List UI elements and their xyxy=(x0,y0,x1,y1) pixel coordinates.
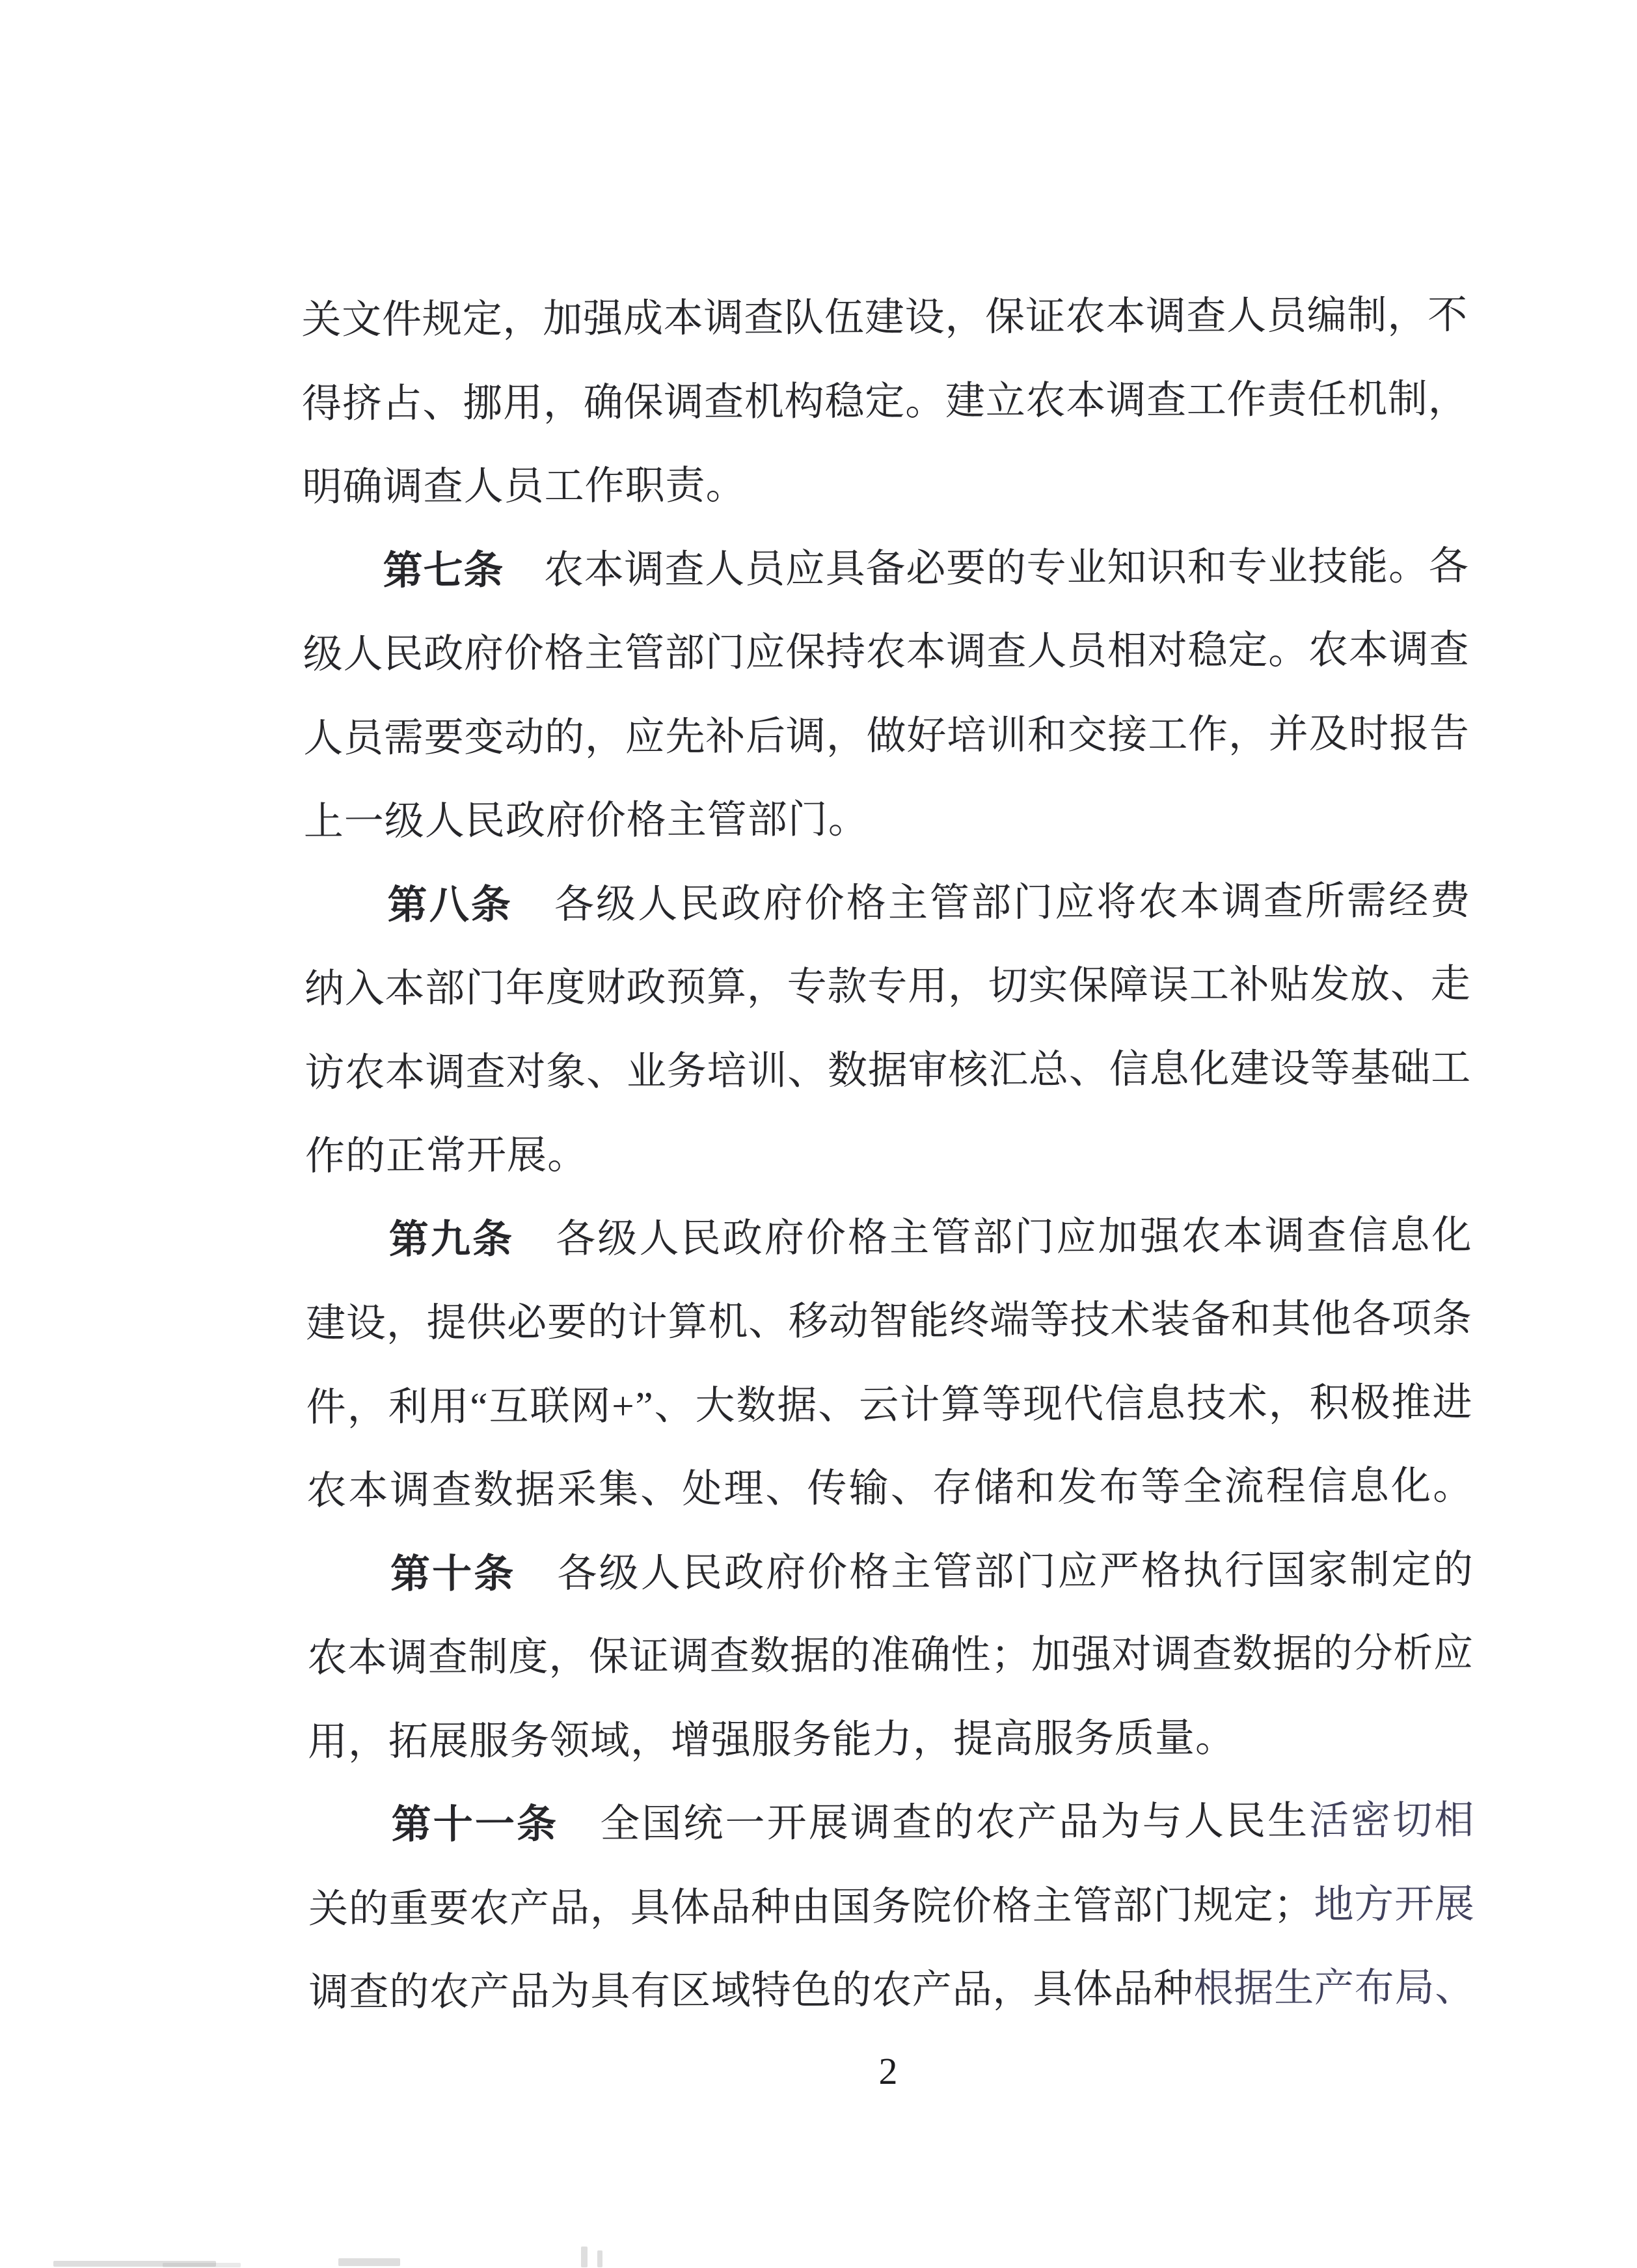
text-line: 作的正常开展。 xyxy=(304,1134,588,1179)
text-line: 第 八 条 各 级 人 民 政 府 价 格 主 管 部 门 应 将 农 本 调 查 所 需 经 费 xyxy=(387,879,1470,927)
text-line: 关 的 重 要 农 产 品 ， 具 体 品 种 由 国 务 院 价 格 主 管 部 门 规 定 ； 地 方 开 展 xyxy=(308,1882,1474,1932)
text-line: 农 本 调 查 数 据 采 集 、 处 理 、 传 输 、 存 储 和 发 布 等 全 流 程 信 息 化 。 xyxy=(306,1464,1473,1513)
text-line: 第 七 条 农 本 调 查 人 员 应 具 备 必 要 的 专 业 知 识 和 专 业 技 能 。 各 xyxy=(383,544,1468,593)
scan-artifact xyxy=(338,2258,400,2266)
scan-artifact xyxy=(581,2247,588,2267)
text-line: 得 挤 占 、 挪 用 ， 确 保 调 查 机 构 稳 定 。 建 立 农 本 调 查 工 作 责 任 机 制 ， xyxy=(301,377,1468,426)
text-line: 明确调查人员工作职责。 xyxy=(302,464,746,510)
text-line: 农 本 调 查 制 度 ， 保 证 调 查 数 据 的 准 确 性 ； 加 强 对 调 查 数 据 的 分 析 应 xyxy=(307,1632,1474,1680)
text-line: 件 ， 利 用 “ 互 联 网 + ” 、 大 数 据 、 云 计 算 等 现 代 信 息 技 术 ， 积 极 推 进 xyxy=(306,1380,1472,1430)
text-line: 调 查 的 农 产 品 为 具 有 区 域 特 色 的 农 产 品 ， 具 体 品 种 根 据 生 产 布 局 、 xyxy=(308,1966,1475,2015)
text-line: 第 九 条 各 级 人 民 政 府 价 格 主 管 部 门 应 加 强 农 本 调 查 信 息 化 xyxy=(388,1213,1472,1262)
scan-artifact xyxy=(597,2250,602,2267)
text-line: 人 员 需 要 变 动 的 ， 应 先 补 后 调 ， 做 好 培 训 和 交 接 工 作 ， 并 及 时 报 告 xyxy=(303,711,1470,761)
text-line: 建 设 ， 提 供 必 要 的 计 算 机 、 移 动 智 能 终 端 等 技 术 装 备 和 其 他 各 项 条 xyxy=(305,1297,1472,1346)
page-number: 2 xyxy=(878,2050,898,2092)
text-block xyxy=(300,0,1476,2268)
text-line: 关 文 件 规 定 ， 加 强 成 本 调 查 队 伍 建 设 ， 保 证 农 本 调 查 人 员 编 制 ， 不 xyxy=(301,294,1468,342)
text-line: 级 人 民 政 府 价 格 主 管 部 门 应 保 持 农 本 调 查 人 员 相 对 稳 定 。 农 本 调 查 xyxy=(303,628,1469,677)
text-line: 第 十 一 条 全 国 统 一 开 展 调 查 的 农 产 品 为 与 人 民 生 活 密 切 相 xyxy=(391,1799,1474,1848)
text-line: 访 农 本 调 查 对 象 、 业 务 培 训 、 数 据 审 核 汇 总 、 信 息 化 建 设 等 基 础 工 xyxy=(304,1046,1471,1095)
text-line: 纳 入 本 部 门 年 度 财 政 预 算 ， 专 款 专 用 ， 切 实 保 障 误 工 补 贴 发 放 、 走 xyxy=(304,963,1470,1011)
text-line: 用，拓展服务领域，增强服务能力，提高服务质量。 xyxy=(307,1716,1236,1764)
scan-artifact xyxy=(163,2263,241,2267)
text-line: 上一级人民政府价格主管部门。 xyxy=(303,798,869,844)
text-line: 第 十 条 各 级 人 民 政 府 价 格 主 管 部 门 应 严 格 执 行 国 家 制 定 的 xyxy=(390,1548,1473,1596)
